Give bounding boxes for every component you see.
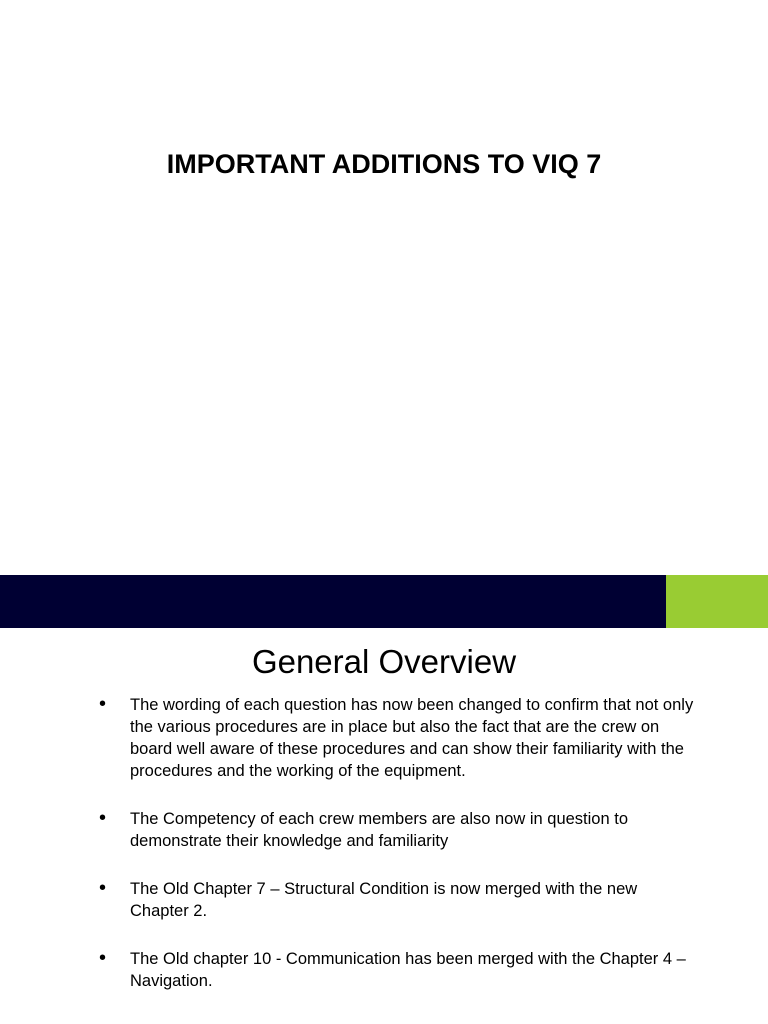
divider-dark-bar bbox=[0, 575, 666, 628]
slide-title: IMPORTANT ADDITIONS TO VIQ 7 bbox=[166, 149, 602, 179]
bullet-text: The wording of each question has now been changed to confirm that not only the various procedures are in place but also the fact that are the crew on board well aware of these procedures and can show their familiarity with the procedures and the working of the equipment. bbox=[130, 696, 694, 780]
bullet-list bbox=[97, 694, 697, 1018]
content-slide bbox=[0, 628, 768, 1024]
bullet-icon: • bbox=[99, 877, 107, 899]
bullet-text: The Old Chapter 7 – Structural Condition is now merged with the new Chapter 2. bbox=[130, 880, 638, 920]
slide-heading: General Overview bbox=[251, 643, 517, 680]
divider-accent-block bbox=[666, 575, 768, 628]
bullet-icon: • bbox=[99, 693, 107, 715]
bullet-icon: • bbox=[99, 807, 107, 829]
bullet-text: The Competency of each crew members are also now in question to demonstrate their knowledge and familiarity bbox=[130, 810, 628, 850]
bullet-item bbox=[97, 808, 697, 852]
bullet-icon: • bbox=[99, 947, 107, 969]
slide-divider-band bbox=[0, 575, 768, 628]
bullet-item bbox=[97, 948, 697, 992]
bullet-item bbox=[97, 694, 697, 782]
bullet-item bbox=[97, 878, 697, 922]
bullet-text: The Old chapter 10 - Communication has been merged with the Chapter 4 – Navigation. bbox=[130, 950, 686, 990]
